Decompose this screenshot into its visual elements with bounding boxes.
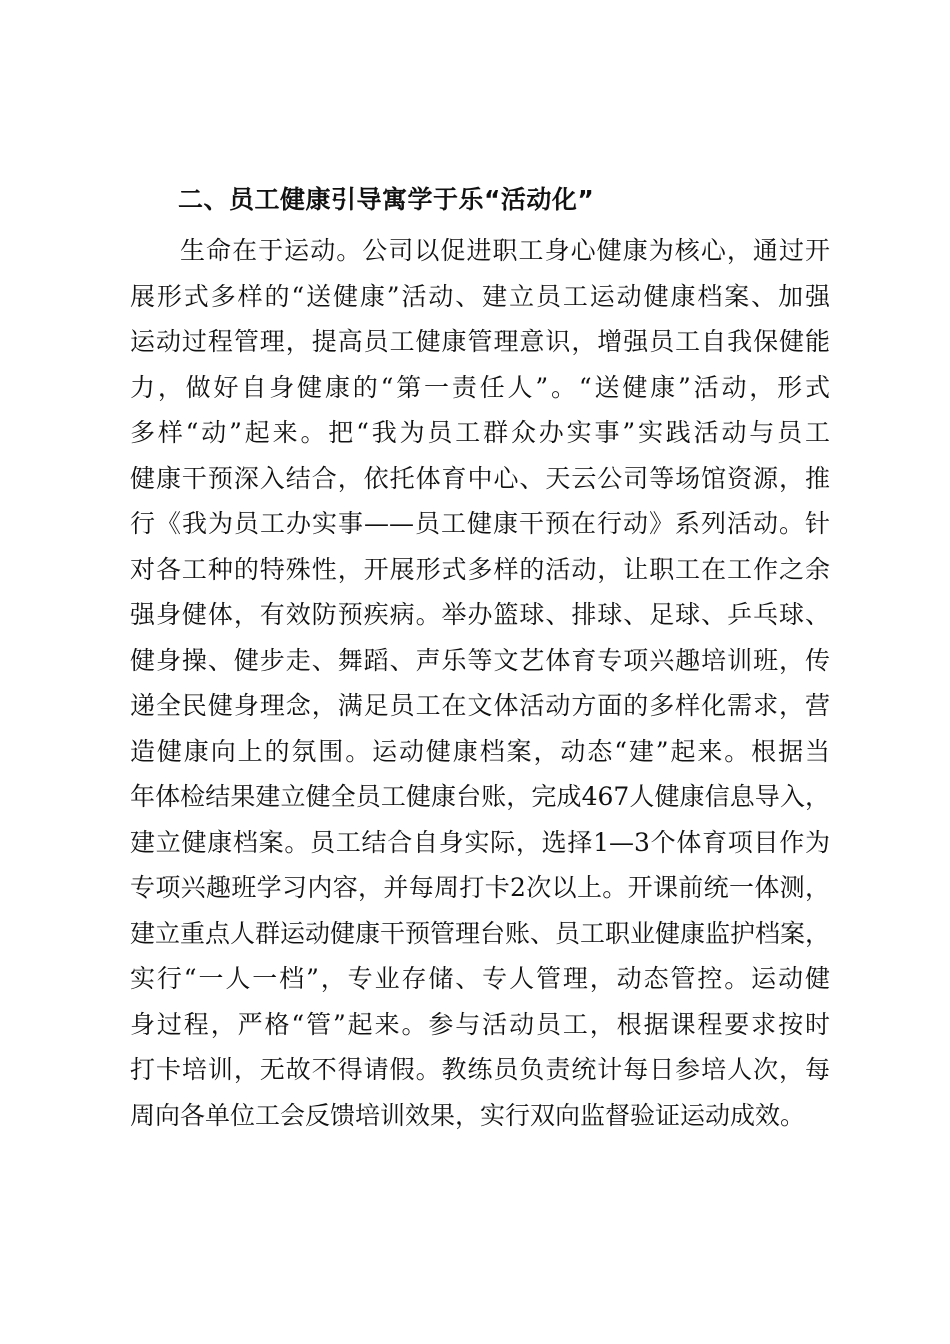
paragraph-line: 健康干预深入结合，依托体育中心、天云公司等场馆资源，推 [130, 463, 830, 493]
paragraph-line: 打卡培训，无故不得请假。教练员负责统计每日参培人次，每 [130, 1055, 830, 1084]
paragraph-line: 年体检结果建立健全员工健康台账，完成467人健康信息导入， [130, 782, 830, 811]
paragraph-line: 运动过程管理，提高员工健康管理意识，增强员工自我保健能 [130, 327, 830, 356]
paragraph-line: 多样“动”起来。把“我为员工群众办实事”实践活动与员工 [130, 418, 830, 447]
paragraph-line: 行《我为员工办实事——员工健康干预在行动》系列活动。针 [130, 509, 830, 538]
paragraph-line: 专项兴趣班学习内容，并每周打卡2次以上。开课前统一体测， [130, 873, 830, 902]
paragraph-line: 周向各单位工会反馈培训效果，实行双向监督验证运动成效。 [130, 1100, 806, 1130]
paragraph-line: 强身健体，有效防预疾病。举办篮球、排球、足球、乒乓球、 [130, 600, 830, 629]
paragraph-line: 建立重点人群运动健康干预管理台账、员工职业健康监护档案， [130, 918, 831, 948]
body-paragraph [130, 228, 830, 1138]
paragraph-line: 身过程，严格“管”起来。参与活动员工，根据课程要求按时 [130, 1009, 830, 1039]
paragraph-line: 递全民健身理念，满足员工在文体活动方面的多样化需求，营 [130, 691, 830, 720]
paragraph-line: 造健康向上的氛围。运动健康档案，动态“建”起来。根据当 [130, 736, 830, 766]
paragraph-line: 对各工种的特殊性，开展形式多样的活动，让职工在工作之余 [130, 554, 830, 584]
paragraph-line: 生命在于运动。公司以促进职工身心健康为核心，通过开 [180, 236, 830, 265]
paragraph-line: 展形式多样的“送健康”活动、建立员工运动健康档案、加强 [130, 281, 830, 311]
paragraph-line: 建立健康档案。员工结合自身实际，选择1—3个体育项目作为 [130, 827, 830, 857]
paragraph-line: 健身操、健步走、舞蹈、声乐等文艺体育专项兴趣培训班，传 [130, 645, 830, 675]
paragraph-line: 力，做好自身健康的“第一责任人”。“送健康”活动，形式 [130, 372, 830, 402]
paragraph-line: 实行“一人一档”，专业存储、专人管理，动态管控。运动健 [130, 964, 830, 993]
section-heading: 二、员工健康引导寓学于乐“活动化” [178, 185, 595, 214]
